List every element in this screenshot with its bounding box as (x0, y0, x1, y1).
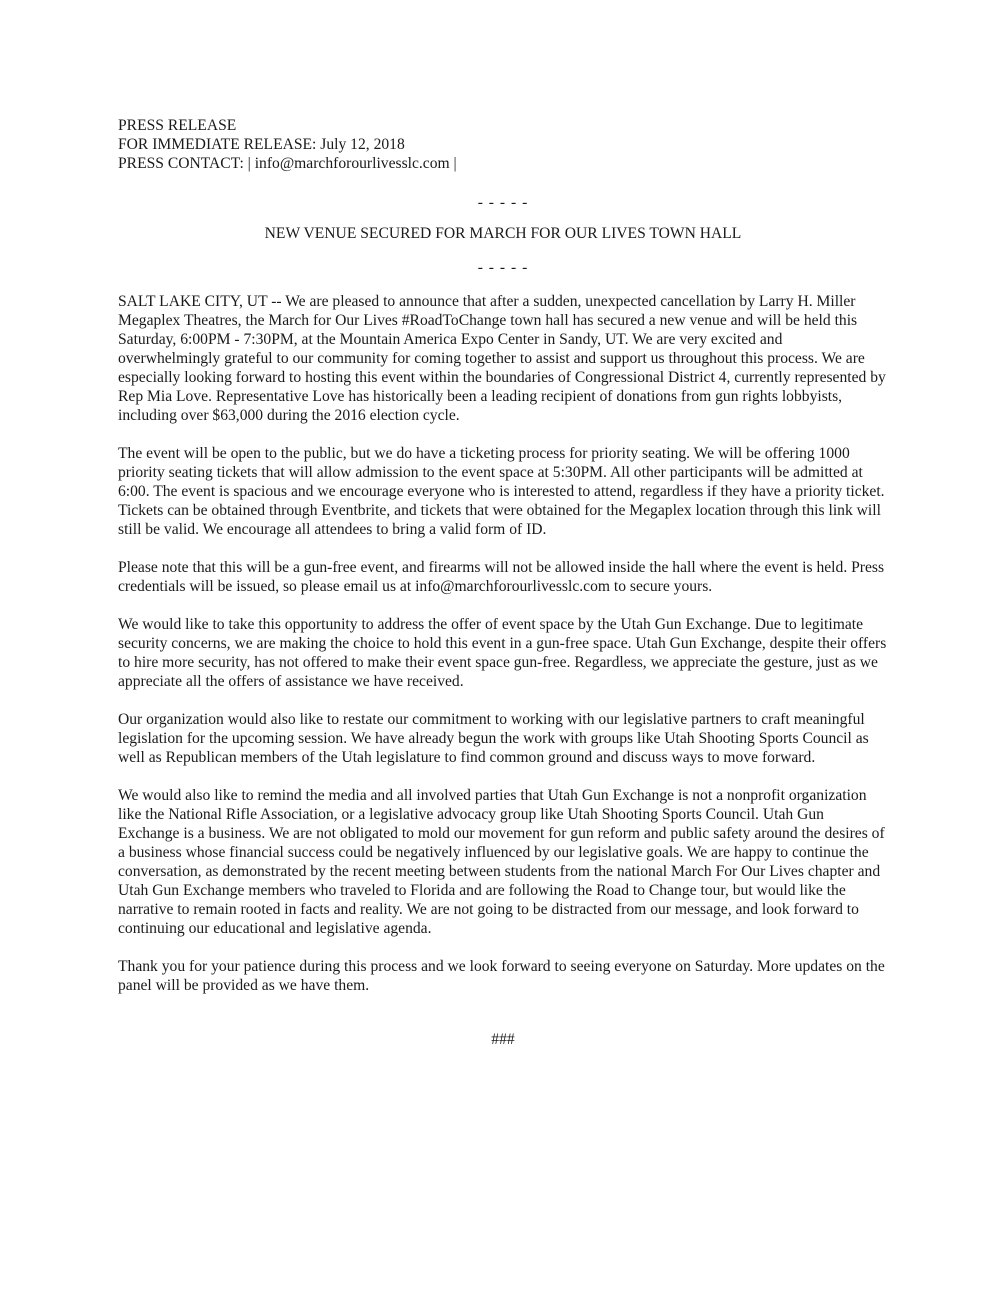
paragraph-announcement: SALT LAKE CITY, UT -- We are pleased to announce that after a sudden, unexpected cancellation by Larry H. Miller Megaplex Theatres, the March for Our Lives #RoadToChange town hall has secured a new venue and will be held this Saturday, 6:00PM - 7:30PM, at the Mountain America Expo Center in Sandy, UT. We are very excited and overwhelmingly grateful to our community for coming together to assist and support us throughout this process. We are especially looking forward to hosting this event within the boundaries of Congressional District 4, currently represented by Rep Mia Love. Representative Love has historically been a leading recipient of donations from gun rights lobbyists, including over $63,000 during the 2016 election cycle. (118, 293, 886, 424)
paragraph-media-reminder: We would also like to remind the media and all involved parties that Utah Gun Exchange is not a nonprofit organization like the National Rifle Association, or a legislative advocacy group like Utah Shooting Sports Council. Utah Gun Exchange is a business. We are not obligated to mold our movement for gun reform and public safety around the desires of a business whose financial success could be negatively influenced by our legislative goals. We are happy to continue the conversation, as demonstrated by the recent meeting between students from the national March For Our Lives chapter and Utah Gun Exchange members who traveled to Florida and are following the Road to Change tour, but would like the narrative to remain rooted in facts and reality. We are not going to be distracted from our message, and look forward to continuing our educational and legislative agenda. (118, 787, 885, 937)
paragraph-thank-you: Thank you for your patience during this process and we look forward to seeing everyone on Saturday. More updates on the panel will be provided as we have them. (118, 958, 885, 994)
paragraph-ticketing: The event will be open to the public, but we do have a ticketing process for priority seating. We will be offering 1000 priority seating tickets that will allow admission to the event space at 5:30PM. All other participants will be admitted at 6:00. The event is spacious and we encourage everyone who is interested to attend, regardless if they have a priority ticket. Tickets can be obtained through Eventbrite, and tickets that were obtained for the Megaplex location through this link will still be valid. We encourage all attendees to bring a valid form of ID. (118, 445, 885, 538)
header-release-date: FOR IMMEDIATE RELEASE: July 12, 2018 (118, 136, 405, 153)
separator-bottom: - - - - - (477, 259, 529, 276)
header-press-release: PRESS RELEASE (118, 117, 237, 134)
press-release-document (118, 116, 888, 1049)
paragraph-legislative-commitment: Our organization would also like to restate our commitment to working with our legislative partners to craft meaningful legislation for the upcoming session. We have already begun the work with groups like Utah Shooting Sports Council as well as Republican members of the Utah legislature to find common ground and discuss ways to move forward. (118, 711, 869, 766)
paragraph-event-space-offer: We would like to take this opportunity to address the offer of event space by the Utah Gun Exchange. Due to legitimate security concerns, we are making the choice to hold this event in a gun-free space. Utah Gun Exchange, despite their offers to hire more security, has not offered to make their event space gun-free. Regardless, we appreciate the gesture, just as we appreciate all the offers of assistance we have received. (118, 616, 887, 690)
paragraph-gun-free: Please note that this will be a gun-free event, and firearms will not be allowed inside the hall where the event is held. Press credentials will be issued, so please email us at info@marchforourlivesslc.com to secure yours. (118, 559, 885, 595)
separator-top: - - - - - (477, 194, 529, 211)
header-press-contact: PRESS CONTACT: | info@marchforourlivesslc.com | (118, 155, 457, 172)
end-mark: ### (491, 1031, 515, 1048)
document-title: NEW VENUE SECURED FOR MARCH FOR OUR LIVES TOWN HALL (264, 225, 742, 242)
